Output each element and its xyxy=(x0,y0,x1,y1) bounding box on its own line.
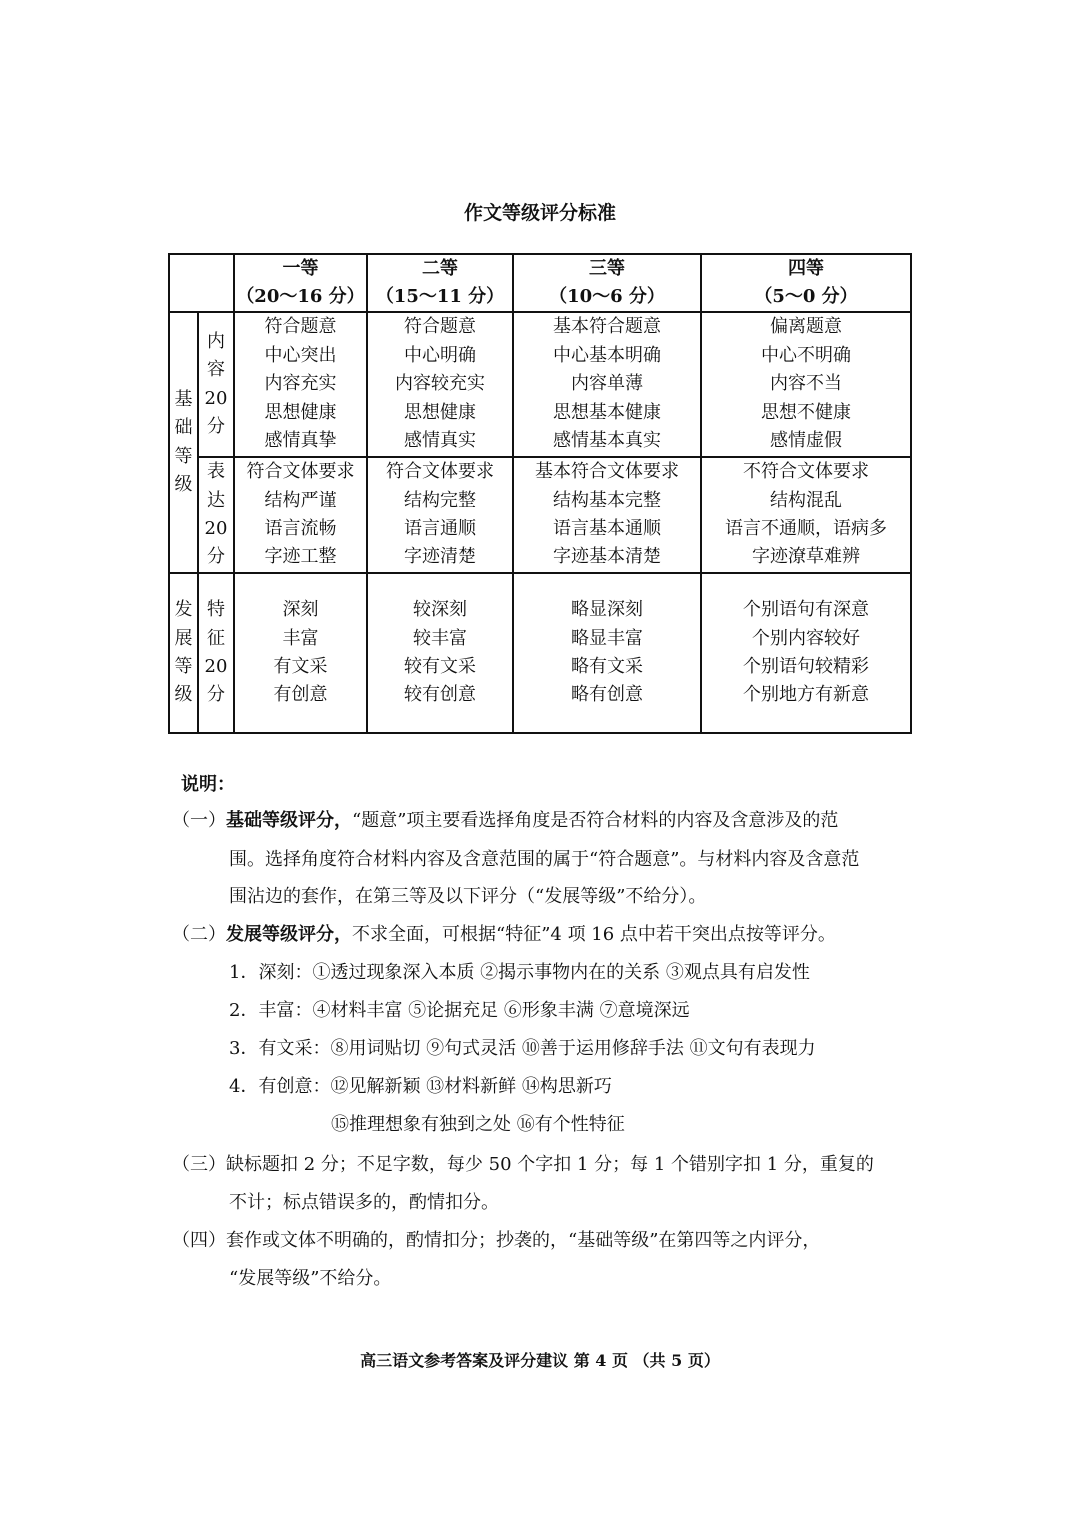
expression-label: 表 达 20 分 xyxy=(198,457,234,573)
content-cell: 符合题意 中心突出 内容充实 思想健康 感情真挚 xyxy=(234,312,367,457)
grading-table xyxy=(168,253,912,734)
content-cell: 偏离题意 中心不明确 内容不当 思想不健康 感情虚假 xyxy=(701,312,911,457)
note-1-line-2: 围。选择角度符合材料内容及含意范围的属于“符合题意”。与材料内容及含意范 xyxy=(229,849,860,870)
note-2-item-3: 3．有文采：⑧用词贴切 ⑨句式灵活 ⑩善于运用修辞手法 ⑪文句有表现力 xyxy=(229,1038,816,1059)
note-1: （一）基础等级评分，“题意”项主要看选择角度是否符合材料的内容及含意涉及的范 xyxy=(172,810,839,831)
feature-cell: 个别语句有深意 个别内容较好 个别语句较精彩 个别地方有新意 xyxy=(701,573,911,733)
expression-cell: 符合文体要求 结构严谨 语言流畅 字迹工整 xyxy=(234,457,367,573)
feature-cell: 深刻 丰富 有文采 有创意 xyxy=(234,573,367,733)
notes-heading: 说明： xyxy=(181,774,235,795)
grade-header: 三等 （10～6 分） xyxy=(513,254,701,312)
content-cell: 符合题意 中心明确 内容较充实 思想健康 感情真实 xyxy=(367,312,513,457)
note-2: （二）发展等级评分，不求全面，可根据“特征”4 项 16 点中若干突出点按等评分。 xyxy=(172,924,836,945)
page-title: 作文等级评分标准 xyxy=(463,202,616,224)
expression-cell: 基本符合文体要求 结构基本完整 语言基本通顺 字迹基本清楚 xyxy=(513,457,701,573)
note-1-line-3: 围沾边的套作，在第三等及以下评分（“发展等级”不给分）。 xyxy=(229,886,707,907)
note-4-line-2: “发展等级”不给分。 xyxy=(229,1268,392,1289)
feature-label: 特 征 20 分 xyxy=(198,573,234,733)
expression-cell: 符合文体要求 结构完整 语言通顺 字迹清楚 xyxy=(367,457,513,573)
note-3-line-2: 不计；标点错误多的，酌情扣分。 xyxy=(229,1192,499,1213)
dev-level-label: 发 展 等 级 xyxy=(169,573,198,733)
note-3: （三）缺标题扣 2 分；不足字数，每少 50 个字扣 1 分；每 1 个错别字扣 1 分，重复的 xyxy=(172,1154,874,1175)
note-2-item-2: 2．丰富：④材料丰富 ⑤论据充足 ⑥形象丰满 ⑦意境深远 xyxy=(229,1000,690,1021)
expression-cell: 不符合文体要求 结构混乱 语言不通顺，语病多 字迹潦草难辨 xyxy=(701,457,911,573)
content-label: 内 容 20 分 xyxy=(198,312,234,457)
feature-cell: 较深刻 较丰富 较有文采 较有创意 xyxy=(367,573,513,733)
corner-cell xyxy=(169,254,234,312)
page-footer: 高三语文参考答案及评分建议 第 4 页 （共 5 页） xyxy=(360,1351,720,1370)
basic-level-label: 基 础 等 级 xyxy=(169,312,198,573)
content-cell: 基本符合题意 中心基本明确 内容单薄 思想基本健康 感情基本真实 xyxy=(513,312,701,457)
note-2-item-4: 4．有创意：⑫见解新颖 ⑬材料新鲜 ⑭构思新巧 xyxy=(229,1076,612,1097)
feature-cell: 略显深刻 略显丰富 略有文采 略有创意 xyxy=(513,573,701,733)
note-2-item-4-cont: ⑮推理想象有独到之处 ⑯有个性特征 xyxy=(331,1114,625,1135)
grade-header: 一等 （20～16 分） xyxy=(234,254,367,312)
grade-header: 二等 （15～11 分） xyxy=(367,254,513,312)
note-4: （四）套作或文体不明确的，酌情扣分；抄袭的，“基础等级”在第四等之内评分， xyxy=(172,1230,821,1251)
note-2-item-1: 1．深刻：①透过现象深入本质 ②揭示事物内在的关系 ③观点具有启发性 xyxy=(229,962,810,983)
grade-header: 四等 （5～0 分） xyxy=(701,254,911,312)
